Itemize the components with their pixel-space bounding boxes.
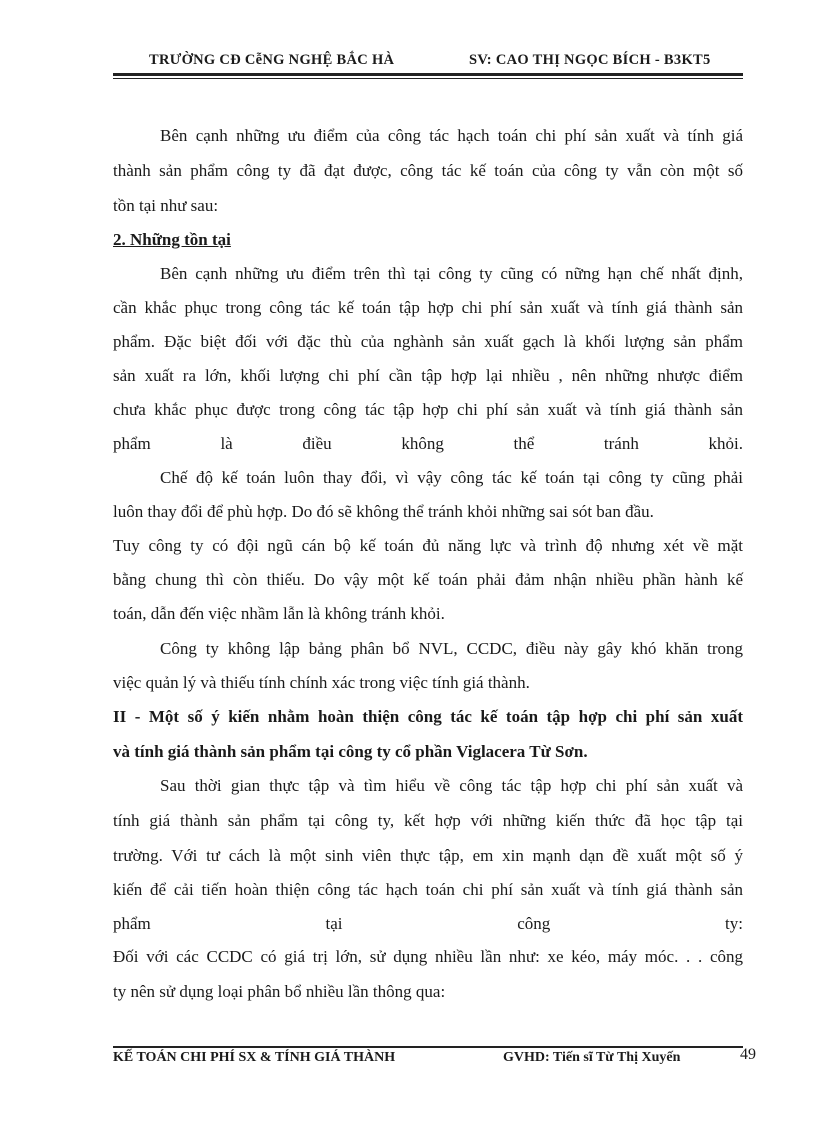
- paragraph-line: bằng chung thì còn thiếu. Do vậy một kế toán phải đảm nhận nhiều phần hành kế: [113, 570, 743, 589]
- paragraph-line: tính giá thành sản phẩm tại công ty, kết hợp với những kiến thức đã học tập tại: [113, 811, 743, 830]
- page-header: [113, 52, 743, 72]
- section-heading: 2. Những tồn tại: [113, 230, 231, 249]
- paragraph-line: luôn thay đổi để phù hợp. Do đó sẽ không thể tránh khỏi những sai sót ban đầu.: [113, 502, 654, 521]
- paragraph-line: kiến để cải tiến hoàn thiện công tác hạch toán chi phí sản xuất và tính giá thành sản: [113, 880, 743, 899]
- paragraph-line: Bên cạnh những ưu điểm trên thì tại công ty cũng có nững hạn chế nhất định,: [160, 264, 743, 283]
- paragraph-line: việc quản lý và thiếu tính chính xác trong việc tính giá thành.: [113, 673, 530, 692]
- paragraph-line: Bên cạnh những ưu điểm của công tác hạch toán chi phí sản xuất và tính giá: [160, 126, 743, 145]
- paragraph-line: Công ty không lập bảng phân bổ NVL, CCDC, điều này gây khó khăn trong: [160, 639, 743, 658]
- paragraph-line: phẩm. Đặc biệt đối với đặc thù của nghành sản xuất gạch là khối lượng sản phẩm: [113, 332, 743, 351]
- paragraph-line: thành sản phẩm công ty đã đạt được, công tác kế toán của công ty vẫn còn một số: [113, 161, 743, 180]
- footer-advisor: GVHD: Tiến sĩ Từ Thị Xuyến: [503, 1050, 681, 1065]
- footer-rule: [113, 1046, 743, 1048]
- paragraph-line: phẩm là điều không thể tránh khỏi.: [113, 434, 743, 453]
- paragraph-line: cần khắc phục trong công tác kế toán tập hợp chi phí sản xuất và tính giá thành sản: [113, 298, 743, 317]
- paragraph-line: sản xuất ra lớn, khối lượng chi phí cần tập hợp lại nhiều , nên những nhược điểm: [113, 366, 743, 385]
- section-heading: II - Một số ý kiến nhằm hoàn thiện công tác kế toán tập hợp chi phí sản xuất: [113, 707, 743, 726]
- header-rule-thin: [113, 78, 743, 79]
- header-rule-thick: [113, 73, 743, 76]
- paragraph-line: tồn tại như sau:: [113, 196, 219, 215]
- paragraph-line: trường. Với tư cách là một sinh viên thực tập, em xin mạnh dạn đề xuất một số ý: [113, 846, 743, 865]
- header-student: SV: CAO THỊ NGỌC BÍCH - B3KT5: [469, 52, 711, 68]
- paragraph-line: phẩm tại công ty:: [113, 914, 743, 933]
- paragraph-line: Tuy công ty có đội ngũ cán bộ kế toán đủ năng lực và trình độ nhưng xét về mặt: [113, 536, 743, 555]
- header-school: TRƯỜNG CĐ CễNG NGHỆ BẮC HÀ: [149, 52, 395, 68]
- footer-subject: KẾ TOÁN CHI PHÍ SX & TÍNH GIÁ THÀNH: [113, 1050, 396, 1065]
- paragraph-line: Sau thời gian thực tập và tìm hiểu về công tác tập hợp chi phí sản xuất và: [160, 776, 743, 795]
- paragraph-line: toán, dẫn đến việc nhầm lẫn là không tránh khỏi.: [113, 604, 445, 623]
- paragraph-line: Chế độ kế toán luôn thay đổi, vì vậy công tác kế toán tại công ty cũng phải: [160, 468, 743, 487]
- page-footer: [113, 1050, 743, 1072]
- paragraph-line: ty nên sử dụng loại phân bổ nhiều lần thông qua:: [113, 982, 446, 1001]
- page-number: 49: [740, 1046, 756, 1063]
- paragraph-line: Đối với các CCDC có giá trị lớn, sử dụng nhiều lần như: xe kéo, máy móc. . . công: [113, 947, 743, 966]
- section-heading: và tính giá thành sản phẩm tại công ty cổ phần Viglacera Từ Sơn.: [113, 742, 588, 761]
- paragraph-line: chưa khắc phục được trong công tác tập hợp chi phí sản xuất và tính giá thành sản: [113, 400, 743, 419]
